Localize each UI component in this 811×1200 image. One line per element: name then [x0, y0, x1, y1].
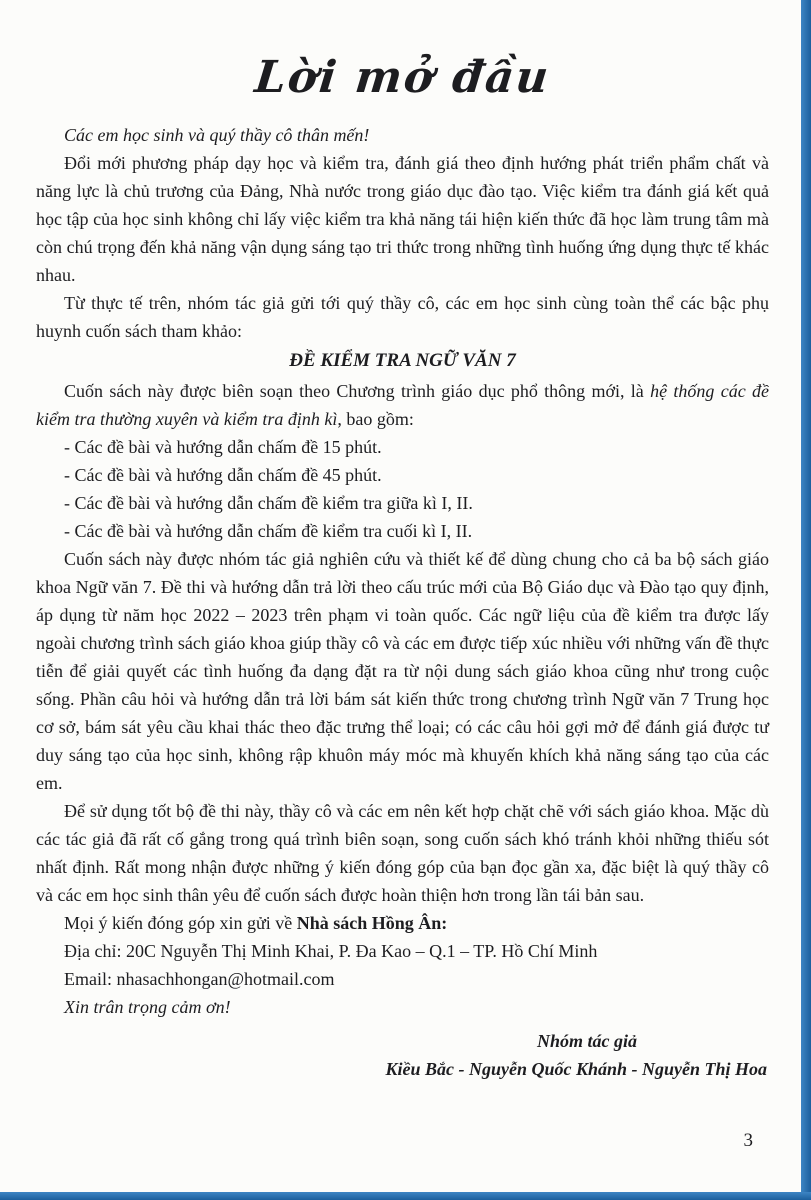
- contact-address: Địa chỉ: 20C Nguyễn Thị Minh Khai, P. Đa Kao – Q.1 – TP. Hồ Chí Minh: [64, 941, 598, 961]
- paragraph-3-suffix: , bao gồm:: [337, 409, 414, 429]
- salutation: Các em học sinh và quý thầy cô thân mến!: [64, 125, 370, 145]
- page-number: 3: [743, 1130, 753, 1151]
- paragraph-2: Từ thực tế trên, nhóm tác giả gửi tới quý thầy cô, các em học sinh cùng toàn thể các bậc phụ huynh cuốn sách tham khảo:: [36, 293, 769, 341]
- paragraph-5: Để sử dụng tốt bộ đề thi này, thầy cô và các em nên kết hợp chặt chẽ với sách giáo khoa. Mặc dù các tác giả đã rất cố gắng trong quá trình biên soạn, song cuốn sách khó tránh khỏi những thiếu sót nhất định. Rất mong nhận được những ý kiến đóng góp của bạn đọc gần xa, đặc biệt là quý thầy cô và các em học sinh thân yêu để cuốn sách được hoàn thiện hơn trong lần tái bản sau.: [36, 801, 769, 905]
- list-item: - Các đề bài và hướng dẫn chấm đề kiểm tra cuối kì I, II.: [64, 521, 473, 541]
- preface-body: [36, 121, 769, 1083]
- paragraph-4: Cuốn sách này được nhóm tác giả nghiên cứu và thiết kế để dùng chung cho cả ba bộ sách giáo khoa Ngữ văn 7. Đề thi và hướng dẫn trả lời theo cấu trúc mới của Bộ Giáo dục và Đào tạo quy định, áp dụng từ năm học 2022 – 2023 trên phạm vi toàn quốc. Các ngữ liệu của đề kiểm tra được lấy ngoài chương trình sách giáo khoa giúp thầy cô và các em được tiếp xúc nhiều với những vấn đề thực tiễn để giải quyết các tình huống đa dạng đặt ra từ nội dung sách giáo khoa cũng như trong cuộc sống. Phần câu hỏi và hướng dẫn trả lời bám sát kiến thức trong chương trình Ngữ văn 7 Trung học cơ sở, bám sát yêu cầu khai thác theo đặc trưng thể loại; có các câu hỏi gợi mở để đánh giá được tư duy sáng tạo của học sinh, không rập khuôn máy móc mà khuyến khích khả năng sáng tạo của các em.: [36, 549, 769, 793]
- paragraph-3: [36, 377, 769, 433]
- book-title: ĐỀ KIỂM TRA NGỮ VĂN 7: [289, 350, 516, 371]
- contact-intro-prefix: Mọi ý kiến đóng góp xin gửi về: [64, 913, 297, 933]
- signature-block: [36, 1027, 769, 1083]
- list-item: - Các đề bài và hướng dẫn chấm đề 45 phút.: [64, 465, 382, 485]
- signature-authors: Kiều Bắc - Nguyễn Quốc Khánh - Nguyễn Thị Hoa: [385, 1059, 767, 1079]
- signature-role: Nhóm tác giả: [536, 1031, 637, 1051]
- contact-intro: [36, 909, 769, 937]
- paragraph-3-prefix: Cuốn sách này được biên soạn theo Chương trình giáo dục phổ thông mới, là: [64, 381, 651, 401]
- paragraph-3-italic: hệ thống các đề kiểm tra thường xuyên và kiểm tra định kì: [36, 381, 769, 429]
- contact-intro-bookstore: Nhà sách Hồng Ân:: [296, 913, 448, 933]
- scan-edge-bottom: [0, 1192, 811, 1200]
- scan-edge-right: [801, 0, 811, 1200]
- list-item: - Các đề bài và hướng dẫn chấm đề kiểm tra giữa kì I, II.: [64, 493, 473, 513]
- thanks-line: Xin trân trọng cảm ơn!: [64, 997, 231, 1017]
- contact-email: Email: nhasachhongan@hotmail.com: [64, 969, 335, 989]
- paragraph-1: Đổi mới phương pháp dạy học và kiểm tra, đánh giá theo định hướng phát triển phẩm chất và năng lực là chủ trương của Đảng, Nhà nước trong giáo dục đào tạo. Việc kiểm tra đánh giá kết quả học tập của học sinh không chỉ lấy việc kiểm tra khả năng tái hiện kiến thức đã học làm trung tâm mà còn chú trọng đến khả năng vận dụng sáng tạo tri thức trong những tình huống ứng dụng thực tế khác nhau.: [36, 153, 769, 285]
- preface-title: Lời mở đầu: [252, 52, 553, 103]
- list-item: - Các đề bài và hướng dẫn chấm đề 15 phút.: [64, 437, 382, 457]
